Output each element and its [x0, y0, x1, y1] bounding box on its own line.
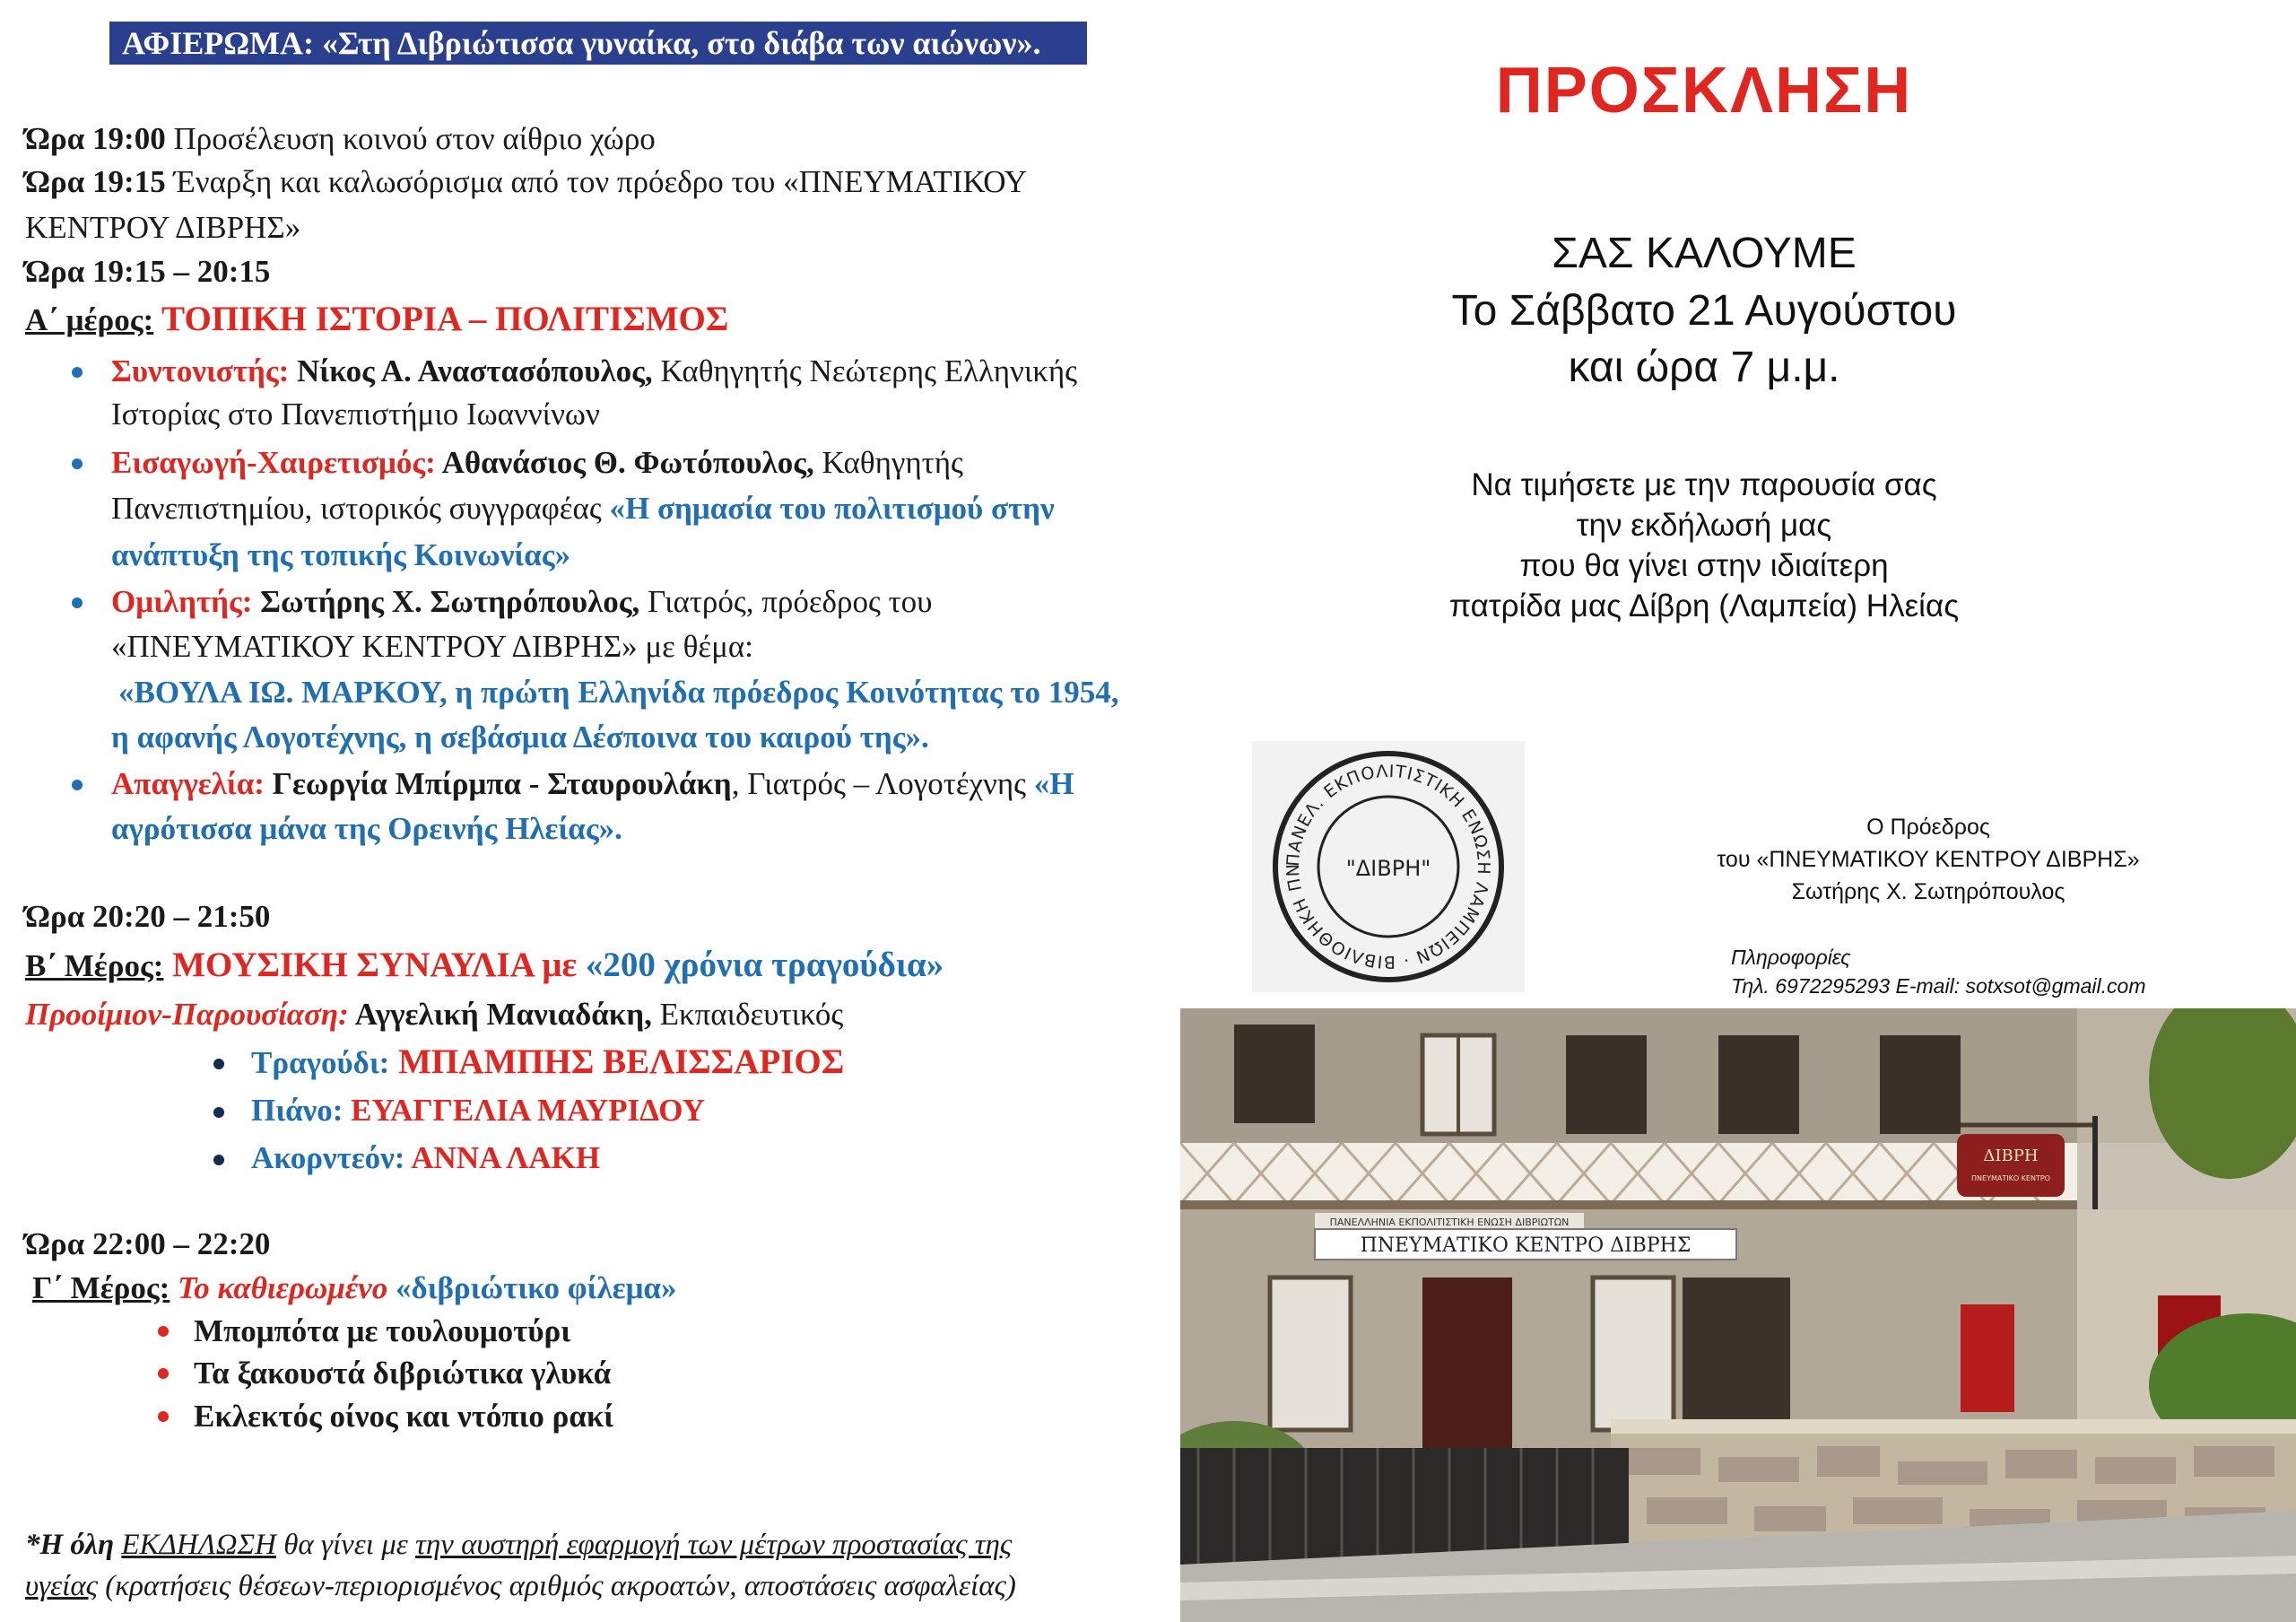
bullet-icon	[158, 1368, 169, 1379]
building-photo	[1180, 1008, 2296, 1622]
part-a-item-speaker-cont: «ΠΝΕΥΜΑΤΙΚΟΥ ΚΕΝΤΡΟΥ ΔΙΒΡΗΣ» με θέμα:	[111, 629, 753, 664]
signature-title: Ο Πρόεδρος	[1866, 815, 1990, 840]
honor-line: Να τιμήσετε με την παρουσία σας	[1471, 467, 1937, 502]
part-c-item-bobota: Μπομπότα με τουλουμοτύρι	[194, 1313, 571, 1348]
part-b-item-piano: Πιάνο: ΕΥΑΓΓΕΛΙΑ ΜΑΥΡΙΔΟΥ	[251, 1093, 705, 1128]
schedule-line-1900: Ώρα 19:00 Προσέλευση κοινού στον αίθριο χώρο	[25, 121, 656, 156]
bullet-icon	[72, 367, 83, 378]
part-a-item-speaker-topic-cont: η αφανής Λογοτέχνης, η σεβάσμια Δέσποινα του καιρού της».	[111, 719, 929, 754]
part-a-item-intro-cont: Πανεπιστημίου, ιστορικός συγγραφέας «Η σημασία του πολιτισμού στην	[111, 491, 1055, 526]
signature-organization: του «ΠΝΕΥΜΑΤΙΚΟΥ ΚΕΝΤΡΟΥ ΔΙΒΡΗΣ»	[1717, 847, 2140, 872]
schedule-line-1915: Ώρα 19:15 Έναρξη και καλωσόρισμα από τον πρόεδρο του «ΠΝΕΥΜΑΤΙΚΟΥ	[25, 164, 1028, 199]
part-b-presentation: Προοίμιον-Παρουσίαση: Αγγελική Μανιαδάκη, Εκπαιδευτικός	[25, 997, 844, 1032]
part-c-item-sweets: Τα ξακουστά διβριώτικα γλυκά	[194, 1356, 612, 1391]
info-label: Πληροφορίες	[1731, 946, 1851, 969]
building-sign-text: ΠΝΕΥΜΑΤΙΚΟ ΚΕΝΤΡΟ ΔΙΒΡΗΣ	[1360, 1234, 1692, 1257]
bullet-icon	[158, 1326, 169, 1337]
part-c-item-wine: Εκλεκτός οίνος και ντόπιο ρακί	[194, 1399, 614, 1434]
part-b-item-accordion: Ακορντεόν: ΑΝΝΑ ΛΑΚΗ	[251, 1140, 601, 1175]
hanging-sign-subtext: ΠΝΕΥΜΑΤΙΚΟ ΚΕΝΤΡΟ	[1971, 1174, 2050, 1182]
invitation-time: και ώρα 7 μ.μ.	[1568, 344, 1840, 391]
part-b-heading: Β΄ Μέρος: ΜΟΥΣΙΚΗ ΣΥΝΑΥΛΙΑ με «200 χρόνια τραγούδια»	[25, 946, 944, 984]
part-a-heading: Α΄ μέρος: ΤΟΠΙΚΗ ΙΣΤΟΡΙΑ – ΠΟΛΙΤΙΣΜΟΣ	[25, 300, 729, 338]
safety-note-cont: υγείας (κρατήσεις θέσεων-περιορισμένος αριθμός ακροατών, αποστάσεις ασφαλείας)	[25, 1570, 1016, 1602]
bullet-icon	[72, 458, 83, 469]
schedule-time-2200-2220: Ώρα 22:00 – 22:20	[25, 1226, 271, 1261]
bullet-icon	[72, 597, 83, 608]
association-stamp	[1252, 741, 1525, 992]
schedule-time-2020-2150: Ώρα 20:20 – 21:50	[25, 899, 271, 934]
invitation-title: ΠΡΟΣΚΛΗΣΗ	[1495, 55, 1913, 126]
part-c-heading: Γ΄ Μέρος: Το καθιερωμένο «διβριώτικο φίλεμα»	[32, 1270, 677, 1305]
safety-note: *Η όλη ΕΚΔΗΛΩΣΗ θα γίνει με την αυστηρή εφαρμογή των μέτρων προστασίας της	[25, 1529, 1013, 1561]
schedule-line-1915-cont: ΚΕΝΤΡΟΥ ΔΙΒΡΗΣ»	[25, 210, 301, 245]
bullet-icon	[158, 1411, 169, 1422]
stamp-seal-icon	[1252, 741, 1525, 992]
bullet-icon	[213, 1059, 224, 1069]
signature-name: Σωτήρης Χ. Σωτηρόπουλος	[1791, 879, 2066, 904]
bullet-icon	[213, 1107, 224, 1118]
part-a-item-intro: Εισαγωγή-Χαιρετισμός: Αθανάσιος Θ. Φωτόπουλος, Καθηγητής	[111, 445, 963, 480]
part-a-item-intro-topic: ανάπτυξη της τοπικής Κοινωνίας»	[111, 537, 571, 572]
bullet-icon	[213, 1155, 224, 1165]
part-b-item-song: Τραγούδι: ΜΠΑΜΠΗΣ ΒΕΛΙΣΣΑΡΙΟΣ	[251, 1042, 845, 1081]
part-a-item-recitation: Απαγγελία: Γεωργία Μπίρμπα - Σταυρουλάκη, Γιατρός – Λογοτέχνης «Η	[111, 766, 1074, 801]
schedule-time-1915-2015: Ώρα 19:15 – 20:15	[25, 254, 271, 289]
building-banner-text: ΠΑΝΕΛΛΗΝΙΑ ΕΚΠΟΛΙΤΙΣΤΙΚΗ ΕΝΩΣΗ ΔΙΒΡΙΩΤΩΝ	[1329, 1216, 1570, 1228]
part-a-item-speaker-topic: «ΒΟΥΛΑ ΙΩ. ΜΑΡΚΟΥ, η πρώτη Ελληνίδα πρόεδρος Κοινότητας το 1954,	[118, 675, 1119, 710]
honor-line: που θα γίνει στην ιδιαίτερη	[1519, 548, 1889, 583]
part-a-item-coordinator-cont: Ιστορίας στο Πανεπιστήμιο Ιωαννίνων	[111, 397, 600, 432]
invitation-call: ΣΑΣ ΚΑΛΟΥΜΕ	[1552, 230, 1857, 277]
honor-line: πατρίδα μας Δίβρη (Λαμπεία) Ηλείας	[1448, 589, 1960, 624]
stamp-center-text: "ΔΙΒΡΗ"	[1345, 856, 1431, 881]
part-a-item-coordinator: Συντονιστής: Νίκος Α. Αναστασόπουλος, Καθηγητής Νεώτερης Ελληνικής	[111, 353, 1078, 388]
stamp-ring-text: ΠΑΝΕΛ. ΕΚΠΟΛΙΤΙΣΤΙΚΗ ΕΝΩΣΗ ΛΑΜΠΕΙΩΝ · ΒΙΒΛΙΟΘΗΚΗ ΠΝ	[1283, 761, 1494, 972]
info-contact-line: Τηλ. 6972295293 E-mail: sotxsot@gmail.com	[1731, 974, 2146, 998]
invitation-date: Το Σάββατο 21 Αυγούστου	[1451, 287, 1957, 335]
honor-line: την εκδήλωσή μας	[1576, 508, 1832, 543]
hanging-sign-text: ΔΙΒΡΗ	[1983, 1147, 2039, 1165]
part-a-item-speaker: Ομιλητής: Σωτήρης Χ. Σωτηρόπουλος, Γιατρός, πρόεδρος του	[111, 584, 933, 619]
bullet-icon	[72, 780, 83, 790]
dedication-banner: ΑΦΙΕΡΩΜΑ: «Στη Διβριώτισσα γυναίκα, στο διάβα των αιώνων».	[109, 22, 1087, 65]
part-a-item-recitation-topic: αγρότισσα μάνα της Ορεινής Ηλείας».	[111, 811, 622, 846]
